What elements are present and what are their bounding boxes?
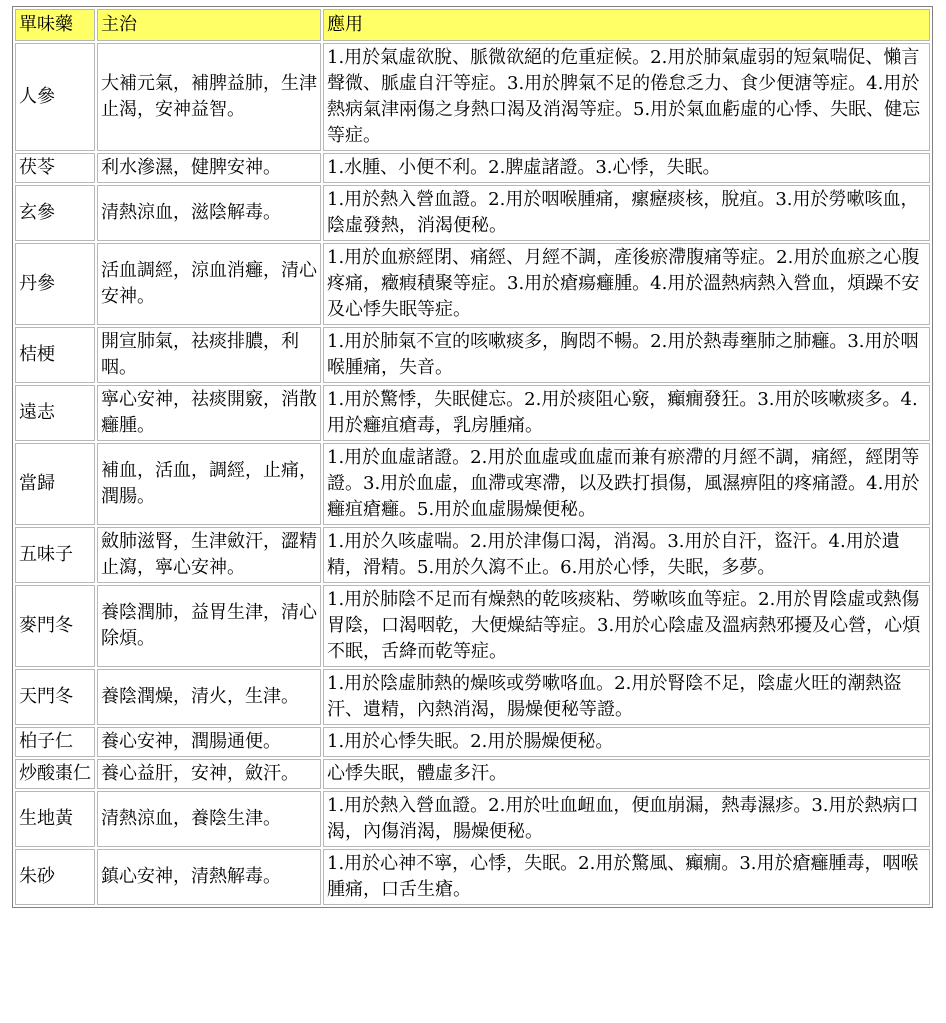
table-row [15, 43, 930, 151]
herb-indication: 大補元氣，補脾益肺，生津止渴，安神益智。 [97, 43, 321, 151]
table-row [15, 243, 930, 325]
herb-name: 丹參 [15, 243, 95, 325]
herb-name: 麥門冬 [15, 585, 95, 667]
herb-indication: 開宣肺氣，祛痰排膿，利咽。 [97, 327, 321, 383]
header-herb: 單味藥 [15, 9, 95, 41]
herb-application: 心悸失眠，體虛多汗。 [323, 759, 930, 789]
herb-name: 桔梗 [15, 327, 95, 383]
herb-application: 1.用於血瘀經閉、痛經、月經不調，產後瘀滯腹痛等症。2.用於血瘀之心腹疼痛，癥瘕積聚等症。3.用於瘡瘍癰腫。4.用於溫熱病熱入營血，煩躁不安及心悸失眠等症。 [323, 243, 930, 325]
herb-application: 1.用於肺氣不宣的咳嗽痰多，胸悶不暢。2.用於熱毒壅肺之肺癰。3.用於咽喉腫痛，失音。 [323, 327, 930, 383]
table-row [15, 759, 930, 789]
herb-indication: 養陰潤燥，清火，生津。 [97, 669, 321, 725]
herb-application: 1.用於熱入營血證。2.用於吐血衄血，便血崩漏，熱毒濕疹。3.用於熱病口渴，內傷消渴，腸燥便秘。 [323, 791, 930, 847]
herb-indication: 養心安神，潤腸通便。 [97, 727, 321, 757]
herb-name: 五味子 [15, 527, 95, 583]
table-row [15, 727, 930, 757]
herb-application: 1.用於驚悸，失眠健忘。2.用於痰阻心竅，癲癇發狂。3.用於咳嗽痰多。4.用於癰疽瘡毒，乳房腫痛。 [323, 385, 930, 441]
herb-application: 1.水腫、小便不利。2.脾虛諸證。3.心悸，失眠。 [323, 153, 930, 183]
herb-application: 1.用於肺陰不足而有燥熱的乾咳痰粘、勞嗽咳血等症。2.用於胃陰虛或熱傷胃陰，口渴咽乾，大便燥結等症。3.用於心陰虛及溫病熱邪擾及心營，心煩不眠，舌絳而乾等症。 [323, 585, 930, 667]
table-row [15, 153, 930, 183]
herb-application: 1.用於血虛諸證。2.用於血虛或血虛而兼有瘀滯的月經不調，痛經，經閉等證。3.用於血虛，血滯或寒滯，以及跌打損傷，風濕痹阻的疼痛證。4.用於癰疽瘡癰。5.用於血虛腸燥便秘。 [323, 443, 930, 525]
table-row [15, 327, 930, 383]
herb-application: 1.用於氣虛欲脫、脈微欲絕的危重症候。2.用於肺氣虛弱的短氣喘促、懶言聲微、脈虛自汗等症。3.用於脾氣不足的倦怠乏力、食少便溏等症。4.用於熱病氣津兩傷之身熱口渴及消渴等症。5.用於氣血虧虛的心悸、失眠、健忘等症。 [323, 43, 930, 151]
herb-name: 人參 [15, 43, 95, 151]
herb-indication: 寧心安神，祛痰開竅，消散癰腫。 [97, 385, 321, 441]
table-row [15, 849, 930, 905]
herb-indication: 養心益肝，安神，斂汗。 [97, 759, 321, 789]
herb-application: 1.用於心神不寧，心悸，失眠。2.用於驚風、癲癇。3.用於瘡癰腫毒，咽喉腫痛，口舌生瘡。 [323, 849, 930, 905]
herb-name: 炒酸棗仁 [15, 759, 95, 789]
herb-name: 茯苓 [15, 153, 95, 183]
header-application: 應用 [323, 9, 930, 41]
table-row [15, 385, 930, 441]
table-row [15, 527, 930, 583]
herb-indication: 清熱涼血，養陰生津。 [97, 791, 321, 847]
herb-indication: 養陰潤肺，益胃生津，清心除煩。 [97, 585, 321, 667]
herb-indication: 活血調經，涼血消癰，清心安神。 [97, 243, 321, 325]
header-indication: 主治 [97, 9, 321, 41]
herb-indication: 補血，活血，調經，止痛，潤腸。 [97, 443, 321, 525]
table-row [15, 185, 930, 241]
herb-application: 1.用於心悸失眠。2.用於腸燥便秘。 [323, 727, 930, 757]
herb-name: 朱砂 [15, 849, 95, 905]
herb-name: 當歸 [15, 443, 95, 525]
herb-name: 生地黃 [15, 791, 95, 847]
table-row [15, 669, 930, 725]
herb-indication: 清熱涼血，滋陰解毒。 [97, 185, 321, 241]
table-row [15, 791, 930, 847]
herb-application: 1.用於熱入營血證。2.用於咽喉腫痛，瘰癧痰核，脫疽。3.用於勞嗽咳血，陰虛發熱，消渴便秘。 [323, 185, 930, 241]
herb-application: 1.用於陰虛肺熱的燥咳或勞嗽咯血。2.用於腎陰不足，陰虛火旺的潮熱盜汗、遺精，內熱消渴，腸燥便秘等證。 [323, 669, 930, 725]
herb-indication: 鎮心安神，清熱解毒。 [97, 849, 321, 905]
herb-indication: 斂肺滋腎，生津斂汗，澀精止瀉，寧心安神。 [97, 527, 321, 583]
herb-table [12, 6, 933, 908]
header-row [15, 9, 930, 41]
herb-name: 天門冬 [15, 669, 95, 725]
herb-application: 1.用於久咳虛喘。2.用於津傷口渴，消渴。3.用於自汗，盜汗。4.用於遺精，滑精。5.用於久瀉不止。6.用於心悸，失眠，多夢。 [323, 527, 930, 583]
table-row [15, 585, 930, 667]
table-row [15, 443, 930, 525]
herb-name: 遠志 [15, 385, 95, 441]
herb-indication: 利水滲濕，健脾安神。 [97, 153, 321, 183]
herb-name: 柏子仁 [15, 727, 95, 757]
herb-name: 玄參 [15, 185, 95, 241]
